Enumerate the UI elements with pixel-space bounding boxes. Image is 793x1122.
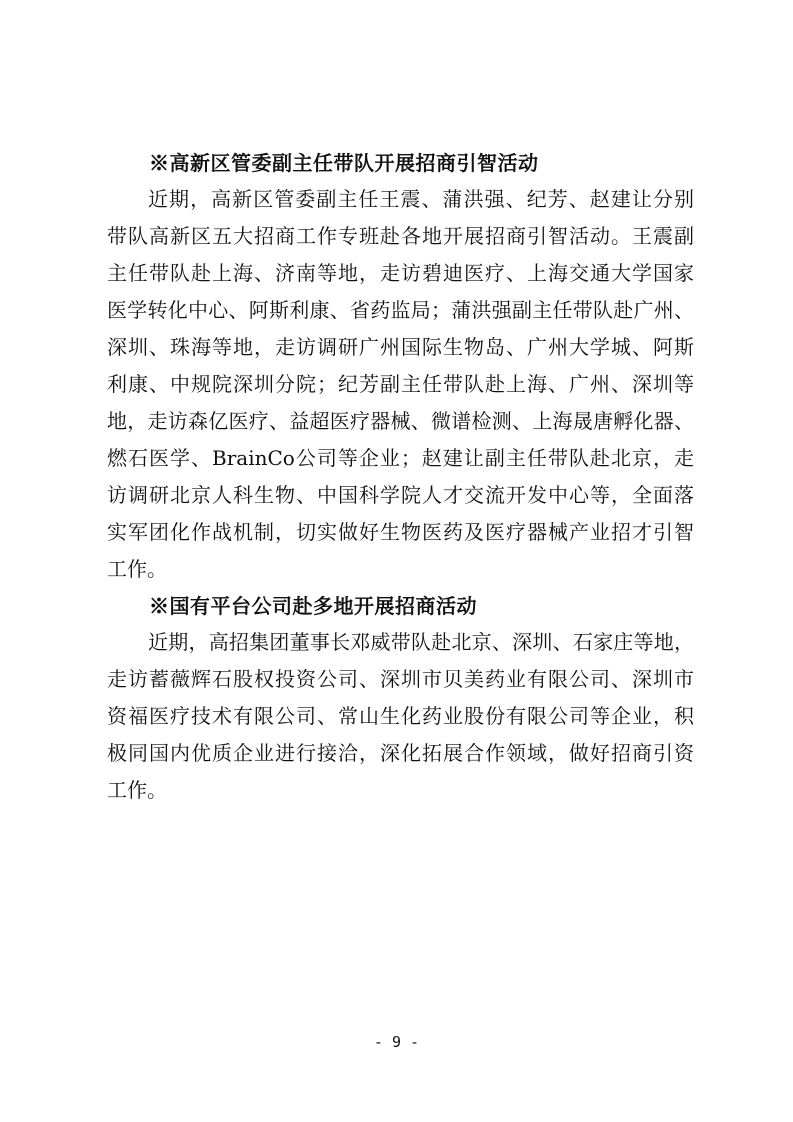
paragraph-line: 实军团化作战机制，切实做好生物医药及医疗器械产业招才引智 xyxy=(107,520,694,544)
paragraph-line: 燃石医学、BrainCo公司等企业；赵建让副主任带队赴北京，走 xyxy=(107,446,694,470)
paragraph-line: 极同国内优质企业进行接洽，深化拓展合作领域，做好招商引资 xyxy=(107,741,694,765)
section-1-paragraph xyxy=(107,181,694,588)
paragraph-line: 资福医疗技术有限公司、常山生化药业股份有限公司等企业，积 xyxy=(107,704,694,728)
document-body xyxy=(107,145,694,809)
paragraph-line: 工作。 xyxy=(107,778,167,802)
paragraph-line: 医学转化中心、阿斯利康、省药监局；蒲洪强副主任带队赴广州、 xyxy=(107,298,694,322)
paragraph-line: 主任带队赴上海、济南等地，走访碧迪医疗、上海交通大学国家 xyxy=(107,261,694,285)
paragraph-line: 工作。 xyxy=(107,557,167,581)
paragraph-line: 走访蓄薇辉石股权投资公司、深圳市贝美药业有限公司、深圳市 xyxy=(107,667,694,691)
paragraph-line: 访调研北京人科生物、中国科学院人才交流开发中心等，全面落 xyxy=(107,483,694,507)
paragraph-line: 带队高新区五大招商工作专班赴各地开展招商引智活动。王震副 xyxy=(107,224,694,248)
section-title-1: ※高新区管委副主任带队开展招商引智活动 xyxy=(149,151,539,175)
paragraph-line: 地，走访森亿医疗、益超医疗器械、微谱检测、上海晟唐孵化器、 xyxy=(107,409,694,433)
paragraph-line: 近期，高招集团董事长邓威带队赴北京、深圳、石家庄等地， xyxy=(148,630,694,654)
section-2-paragraph xyxy=(107,624,694,809)
paragraph-line: 近期，高新区管委副主任王震、蒲洪强、纪芳、赵建让分别 xyxy=(148,187,694,211)
paragraph-line: 深圳、珠海等地，走访调研广州国际生物岛、广州大学城、阿斯 xyxy=(107,335,694,359)
paragraph-line: 利康、中规院深圳分院；纪芳副主任带队赴上海、广州、深圳等 xyxy=(107,372,694,396)
page-number: - 9 - xyxy=(373,1033,420,1051)
section-title-2: ※国有平台公司赴多地开展招商活动 xyxy=(149,594,477,618)
